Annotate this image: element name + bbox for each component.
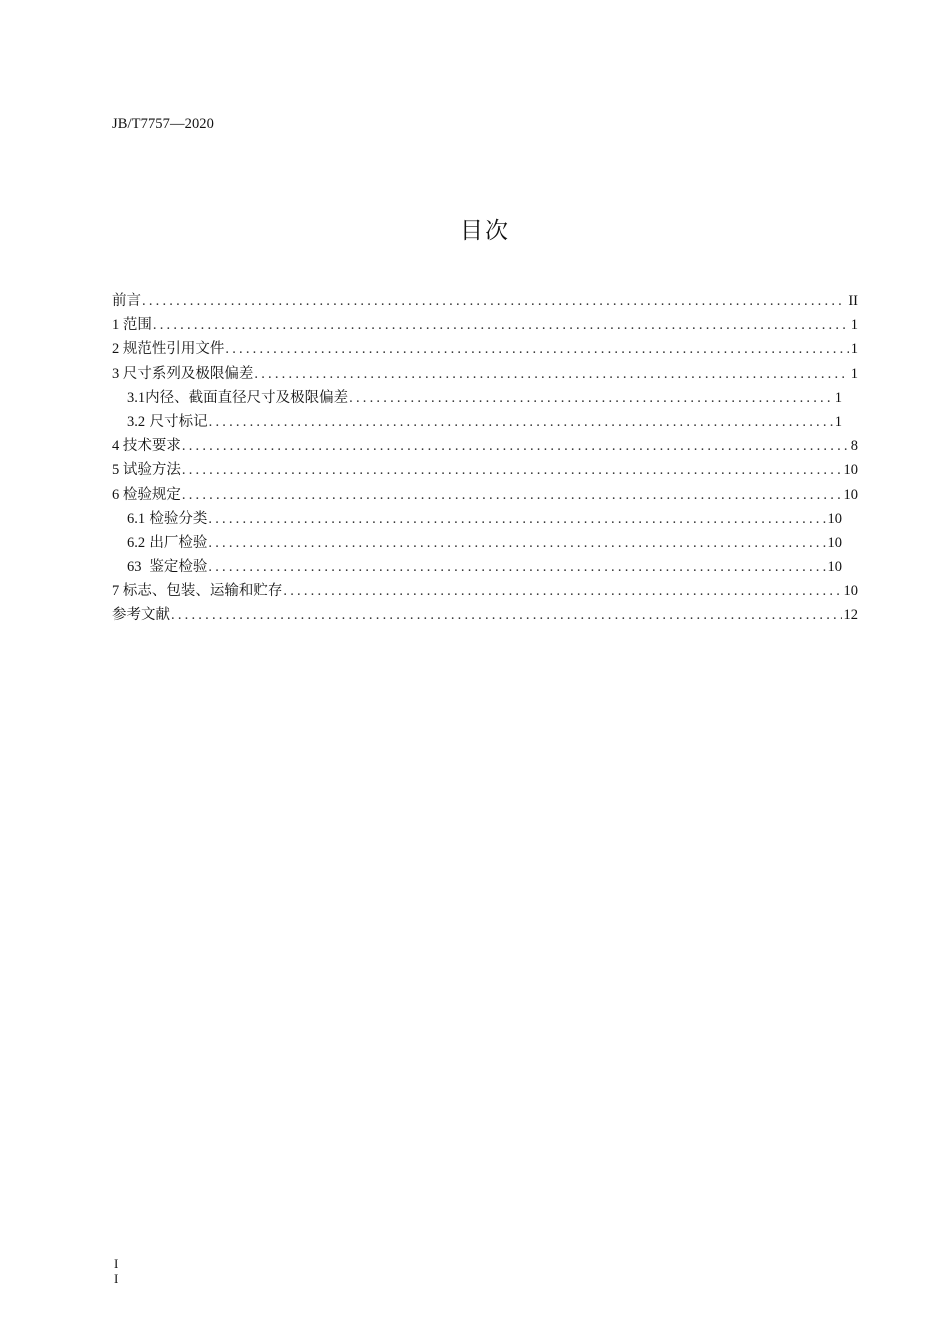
toc-entry-label: 鉴定检验 [149, 559, 208, 576]
toc-entry-label: 4 技术要求 [112, 438, 181, 455]
toc-entry-page: 12 [843, 607, 858, 624]
toc-entry-test-methods[interactable] [112, 458, 858, 482]
toc-leader-dots [208, 507, 825, 531]
toc-entry-label: 6 检验规定 [112, 486, 181, 503]
toc-entry-page: 8 [850, 438, 858, 455]
toc-entry-label: 1 范围 [112, 317, 152, 334]
toc-entry-number: 6.2 [127, 534, 146, 551]
toc-entry-page: 1 [850, 341, 858, 358]
toc-entry-number: 63 [127, 559, 142, 576]
toc-leader-dots [254, 362, 848, 386]
toc-entry-marking-packaging[interactable] [112, 579, 858, 603]
toc-entry-normative-references[interactable] [112, 337, 858, 361]
toc-leader-dots [142, 289, 846, 313]
toc-entry-page: 10 [827, 559, 842, 576]
toc-leader-dots [182, 434, 849, 458]
toc-entry-label: 检验分类 [149, 510, 208, 527]
toc-entry-page: 10 [827, 534, 842, 551]
toc-entry-number: 3.2 [127, 413, 146, 430]
toc-entry-dimension-series[interactable] [112, 362, 858, 386]
toc-entry-page: 10 [843, 486, 858, 503]
toc-leader-dots [349, 386, 833, 410]
toc-entry-3-1[interactable] [112, 386, 858, 410]
page-number [114, 1256, 118, 1286]
toc-entry-scope[interactable] [112, 313, 858, 337]
toc-leader-dots [283, 579, 841, 603]
toc-entry-label: 前言 [112, 293, 141, 309]
toc-entry-label: 7 标志、包装、运输和贮存 [112, 583, 283, 600]
toc-entry-foreword[interactable] [112, 289, 858, 313]
toc-entry-label: 3 尺寸系列及极限偏差 [112, 365, 254, 382]
toc-leader-dots [208, 531, 825, 555]
toc-entry-technical-requirements[interactable] [112, 434, 858, 458]
toc-leader-dots [182, 483, 842, 507]
toc-entry-3-2[interactable] [112, 410, 858, 434]
toc-entry-label: 出厂检验 [149, 534, 208, 551]
toc-entry-label: 2 规范性引用文件 [112, 341, 225, 358]
toc-entry-page: II [848, 293, 858, 309]
toc-entry-page: 1 [834, 413, 842, 430]
toc-leader-dots [153, 313, 849, 337]
table-of-contents [112, 289, 858, 628]
toc-entry-inspection-rules[interactable] [112, 483, 858, 507]
toc-leader-dots [209, 410, 833, 434]
toc-leader-dots [182, 458, 842, 482]
toc-entry-page: 10 [843, 462, 858, 479]
page-title: 目次 [460, 218, 510, 244]
toc-entry-page: 10 [827, 510, 842, 527]
standard-code: JB/T7757—2020 [112, 116, 214, 132]
page-number-line: I [114, 1256, 119, 1271]
toc-entry-number: 3.1 [127, 389, 146, 406]
page-number-line: I [114, 1271, 119, 1286]
toc-entry-page: 10 [843, 583, 858, 600]
toc-entry-6-2[interactable] [112, 531, 858, 555]
toc-entry-label: 尺寸标记 [149, 413, 208, 430]
toc-entry-number: 6.1 [127, 510, 146, 527]
toc-entry-label: 参考文献 [112, 607, 170, 624]
toc-entry-bibliography[interactable] [112, 603, 858, 627]
toc-leader-dots [171, 603, 842, 627]
toc-entry-6-3[interactable] [112, 555, 858, 579]
toc-leader-dots [225, 337, 848, 361]
toc-entry-page: 1 [850, 317, 858, 334]
toc-entry-label: 5 试验方法 [112, 462, 181, 479]
toc-leader-dots [208, 555, 825, 579]
toc-entry-page: 1 [834, 389, 842, 406]
toc-entry-6-1[interactable] [112, 507, 858, 531]
toc-entry-page: 1 [850, 365, 858, 382]
toc-entry-label: 内径、截面直径尺寸及极限偏差 [145, 389, 349, 406]
